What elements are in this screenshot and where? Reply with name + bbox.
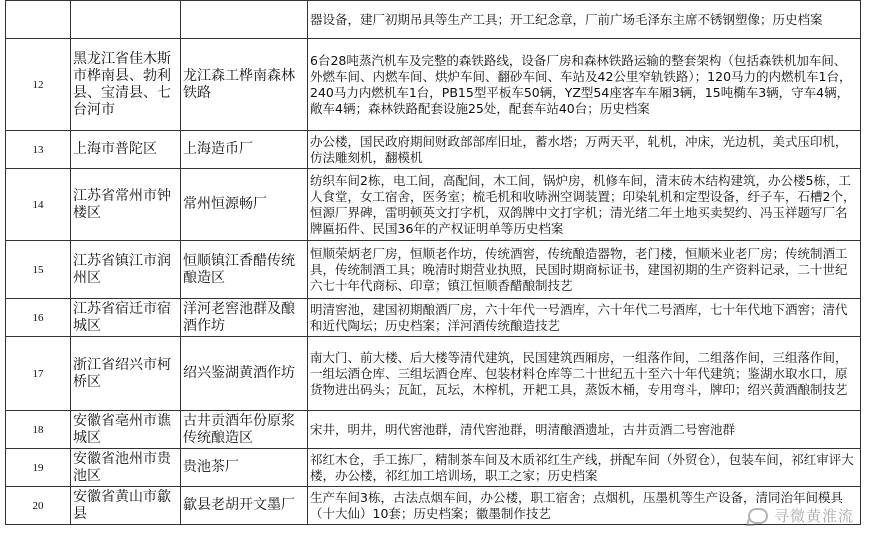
table-row <box>6 411 861 449</box>
row-name: 洋河老窖池群及酿酒作坊 <box>181 299 308 337</box>
row-heritage: 宋井，明井，明代窖池群，清代窖池群，明清酿酒遗址，古井贡酒二号窖池群 <box>308 411 861 449</box>
row-name: 绍兴鉴湖黄酒作坊 <box>181 337 308 411</box>
table-row <box>6 487 861 525</box>
row-location: 上海市普陀区 <box>71 131 181 169</box>
row-location: 黑龙江省佳木斯市桦南县、勃利县、宝清县、七台河市 <box>71 39 181 131</box>
row-name: 恒顺镇江香醋传统酿造区 <box>181 241 308 299</box>
row-name: 古井贡酒年份原浆传统酿造区 <box>181 411 308 449</box>
heritage-table <box>5 0 861 525</box>
watermark-text: 寻微黄淮流 <box>773 507 854 525</box>
row-heritage: 生产车间3栋，古法点烟车间，办公楼，职工宿舍；点烟机，压墨机等生产设备，清同治年间模具（十大仙）10套；历史档案；徽墨制作技艺 <box>308 487 861 525</box>
row-name: 上海造币厂 <box>181 131 308 169</box>
row-heritage: 南大门、前大楼、后大楼等清代建筑，民国建筑西厢房，一组落作间，二组落作间，三组落作间，一组坛酒仓库、三组坛酒仓库、包装材料仓库等二十世纪五十至六十年代建筑；鉴湖水取水口，原货物进出码头；瓦缸，瓦坛，木榨机，开耙工具，蒸饭木桶，专用弯斗，牌印；绍兴黄酒酿制技艺 <box>308 337 861 411</box>
row-location: 安徽省黄山市歙县 <box>71 487 181 525</box>
table-row <box>6 39 861 131</box>
row-heritage: 纺织车间2栋，电工间，高配间，木工间，锅炉房，机修车间，清末砖木结构建筑，办公楼5栋，工人食堂，女工宿舍，医务室；梳毛机和收哧洲空调装置；印染轧机和定型设备，纡子车，石槽2个，恒源厂界碑，雷明顿英文打字机，双鸽牌中文打字机；清光绪二年土地买卖契约、冯玉祥题写厂名牌匾拓件、民国36年的产权证明单等历史档案 <box>308 169 861 241</box>
row-location: 安徽省池州市贵池区 <box>71 449 181 487</box>
row-number: 15 <box>6 241 71 299</box>
row-number: 16 <box>6 299 71 337</box>
row-number: 19 <box>6 449 71 487</box>
row-number: 14 <box>6 169 71 241</box>
row-location: 江苏省镇江市润州区 <box>71 241 181 299</box>
row-number <box>6 1 71 39</box>
row-number: 17 <box>6 337 71 411</box>
row-number: 18 <box>6 411 71 449</box>
table-row <box>6 131 861 169</box>
row-name: 歙县老胡开文墨厂 <box>181 487 308 525</box>
row-heritage: 6台28吨蒸汽机车及完整的森铁路线，设备厂房和森林铁路运输的整套架构（包括森铁机加车间、外燃车间、内燃车间、烘炉车间、翻砂车间、车站及42公里窄轨铁路）；120马力的内燃机车1台，240马力内燃机车1台，PB15型平板车50辆，YZ型54座客车车厢3辆，15吨椭车3辆，守车4辆，敞车4辆；森林铁路配套设施25处，配套车站40台；历史档案 <box>308 39 861 131</box>
row-name: 贵池茶厂 <box>181 449 308 487</box>
row-number: 20 <box>6 487 71 525</box>
table-row <box>6 1 861 39</box>
row-heritage: 明清窖池，建国初期酿酒厂房，六十年代一号酒库，六十年代二号酒库，七十年代地下酒窖；清代和近代陶坛；历史档案；洋河酒传统酿造技艺 <box>308 299 861 337</box>
row-heritage: 祁红木仓，手工拣厂，精制茶车间及木质祁红生产线，拼配车间（外贸仓），包装车间，祁红审评大楼，办公楼，祁红加工培训场，职工之家；历史档案 <box>308 449 861 487</box>
row-location: 浙江省绍兴市柯桥区 <box>71 337 181 411</box>
row-name <box>181 1 308 39</box>
row-number: 13 <box>6 131 71 169</box>
table-row <box>6 299 861 337</box>
row-heritage: 器设备，建厂初期吊具等生产工具；开工纪念章，厂前广场毛泽东主席不锈钢塑像；历史档案 <box>308 1 861 39</box>
table-row <box>6 241 861 299</box>
table-row <box>6 337 861 411</box>
row-location <box>71 1 181 39</box>
row-heritage: 恒顺荣炳老厂房，恒顺老作坊，传统酒窖，传统酿造器物，老门楼，恒顺米业老厂房；传统制酒工具，传统制酒工具；晚清时期营业执照，民国时期商标证书，建国初期的生产资料记录，二十世纪六七十年代商标、印章；镇江恒顺香醋酿制技艺 <box>308 241 861 299</box>
row-location: 安徽省亳州市谯城区 <box>71 411 181 449</box>
row-location: 江苏省宿迁市宿城区 <box>71 299 181 337</box>
row-heritage: 办公楼，国民政府期间财政部部库旧址，蓄水塔；万两天平，轧机，冲床，光边机，美式压印机，仿法雕刻机，翻模机 <box>308 131 861 169</box>
table-row <box>6 169 861 241</box>
row-number: 12 <box>6 39 71 131</box>
row-name: 常州恒源畅厂 <box>181 169 308 241</box>
row-name: 龙江森工桦南森林铁路 <box>181 39 308 131</box>
row-location: 江苏省常州市钟楼区 <box>71 169 181 241</box>
table-row <box>6 449 861 487</box>
